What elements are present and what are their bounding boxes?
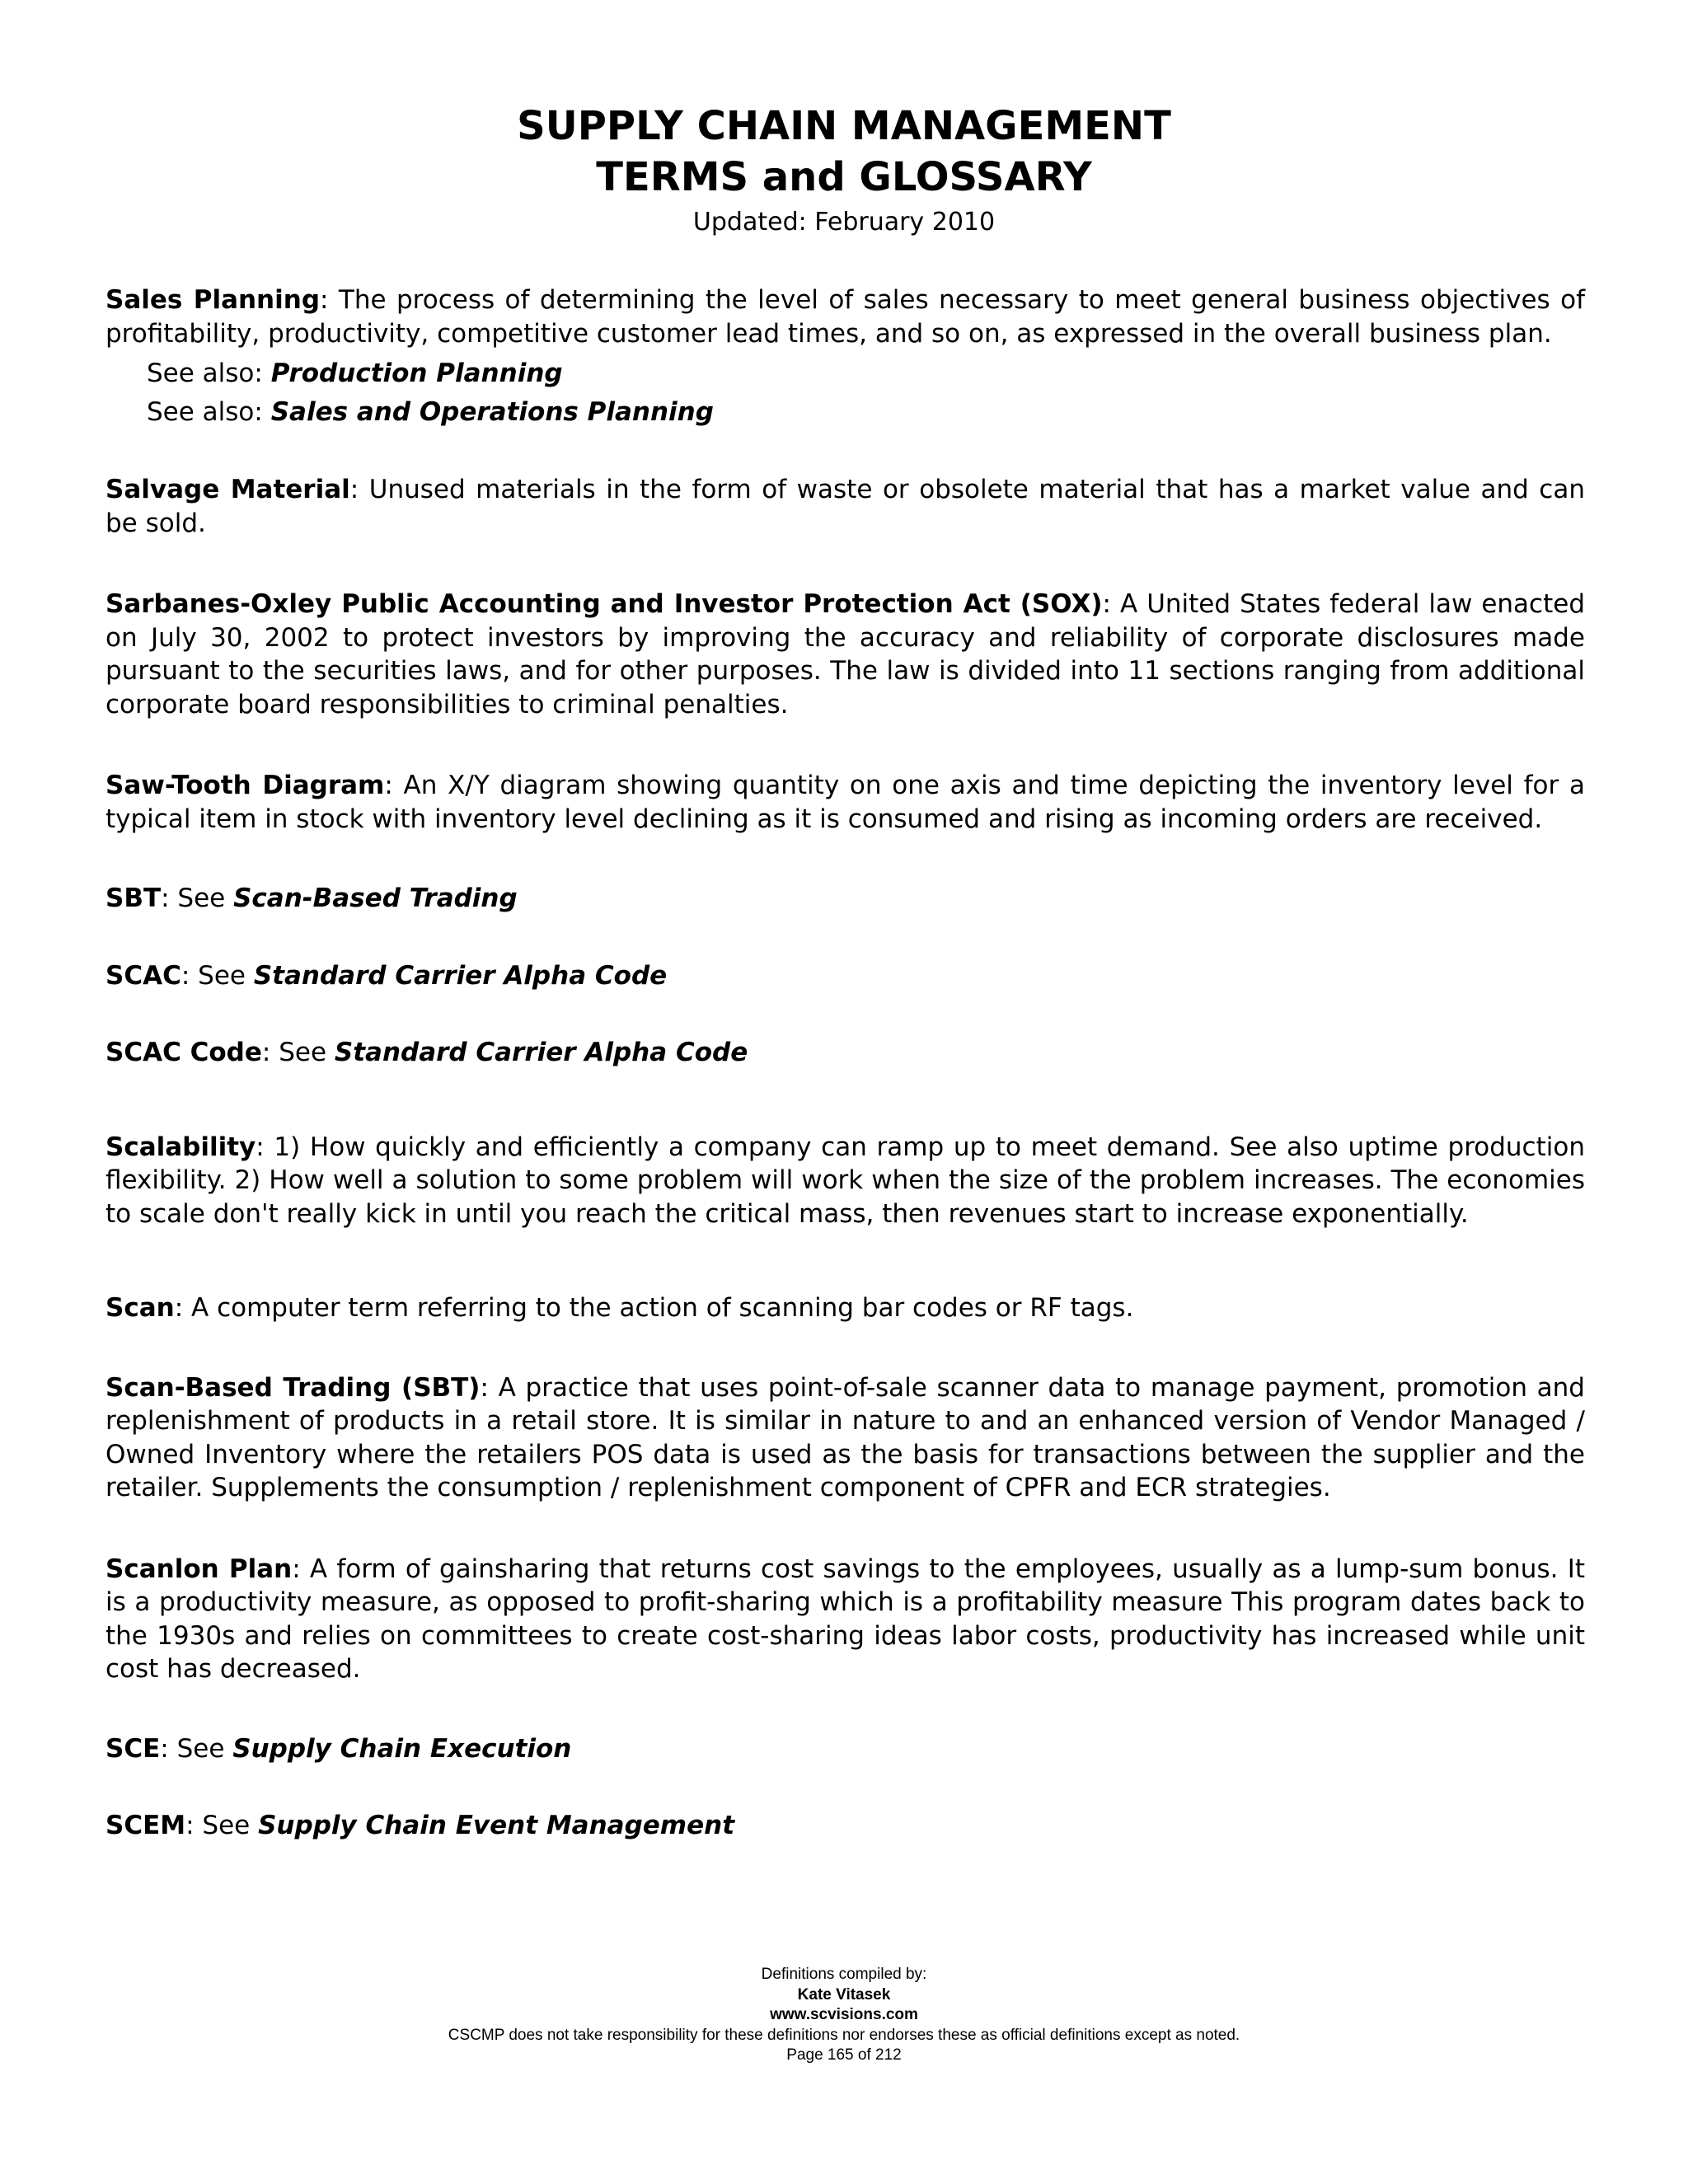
term: Salvage Material	[106, 475, 350, 504]
entry-scan-based-trading: Scan-Based Trading (SBT): A practice that uses point-of-sale scanner data to manage payment, promotion and replenishment of products in a retail store. It is similar in nature to and an enhanced version of Vendor Managed / Owned Inventory where the retailers POS data is used as the basis for transactions between the supplier and the retailer. Supplements the consumption / replenishment component of CPFR and ECR strategies.	[106, 1372, 1585, 1502]
entry-sarbanes-oxley: Sarbanes-Oxley Public Accounting and Investor Protection Act (SOX): A United States federal law enacted on July 30, 2002 to protect investors by improving the accuracy and reliability of corporate disclosures made pursuant to the securities laws, and for other purposes. The law is divided into 11 sections ranging from additional corporate board responsibilities to criminal penalties.	[106, 589, 1585, 719]
footer-author: Kate Vitasek	[797, 1985, 891, 2004]
term: Scan-Based Trading (SBT)	[106, 1372, 481, 1403]
see-label: See	[279, 1038, 335, 1067]
updated-date: Updated: February 2010	[692, 208, 996, 237]
definition: A practice that uses point-of-sale scanner data to manage payment, promotion and replenishment of products in a retail store. It is similar in nature to and an enhanced version of Vendor Managed / Owned Inventory where the retailers POS data is used as the basis for transactions between the supplier and the retailer. Supplements the consumption / replenishment component of CPFR and ECR strategies.	[106, 1372, 1585, 1502]
cross-reference-link[interactable]: Production Planning	[270, 359, 563, 388]
cross-reference-link[interactable]: Sales and Operations Planning	[270, 397, 714, 427]
see-label: See	[176, 1733, 233, 1764]
footer-page-number: Page 165 of 212	[786, 2046, 902, 2064]
see-label: See	[202, 1811, 259, 1840]
footer-disclaimer: CSCMP does not take responsibility for these definitions nor endorses these as official definitions except as noted.	[448, 2026, 1240, 2044]
entry-sce: SCE: See Supply Chain Execution	[106, 1733, 572, 1764]
definition: A computer term referring to the action of scanning bar codes or RF tags.	[191, 1293, 1134, 1323]
see-also-production-planning	[147, 357, 1585, 390]
entry-saw-tooth-diagram: Saw-Tooth Diagram: An X/Y diagram showing quantity on one axis and time depicting the inventory level for a typical item in stock with inventory level declining as it is consumed and rising as incoming orders are received.	[106, 771, 1585, 834]
cross-reference-link[interactable]: Supply Chain Execution	[232, 1733, 572, 1764]
cross-reference-link[interactable]: Supply Chain Event Management	[258, 1811, 735, 1840]
term: Sarbanes-Oxley Public Accounting and Investor Protection Act (SOX)	[106, 589, 1103, 619]
title-line-2: TERMS and GLOSSARY	[596, 154, 1092, 200]
document-header	[0, 101, 1688, 239]
entry-sales-planning: Sales Planning: The process of determining the level of sales necessary to meet general business objectives of profitability, productivity, competitive customer lead times, and so on, as expressed in the overall business plan.	[106, 285, 1585, 349]
definition: A form of gainsharing that returns cost savings to the employees, usually as a lump-sum bonus. It is a productivity measure, as opposed to profit-sharing which is a profitability measure This program dates back to the 1930s and relies on committees to create cost-sharing ideas labor costs, productivity has increased while unit cost has decreased.	[106, 1554, 1585, 1684]
entry-scem: SCEM: See Supply Chain Event Management	[106, 1811, 735, 1840]
term: SCAC Code	[106, 1038, 262, 1067]
term: SCEM	[106, 1811, 186, 1840]
see-also-sales-operations-planning	[147, 396, 1585, 429]
page-footer	[0, 1965, 1688, 2066]
definition: A United States federal law enacted on July 30, 2002 to protect investors by improving the accuracy and reliability of corporate disclosures made pursuant to the securities laws, and for other purposes. The law is divided into 11 sections ranging from additional corporate board responsibilities to criminal penalties.	[106, 589, 1585, 719]
entry-scan: Scan: A computer term referring to the action of scanning bar codes or RF tags.	[106, 1293, 1134, 1323]
definition: An X/Y diagram showing quantity on one axis and time depicting the inventory level for a typical item in stock with inventory level declining as it is consumed and rising as incoming orders are received.	[106, 771, 1585, 834]
cross-reference-link[interactable]: Standard Carrier Alpha Code	[334, 1038, 748, 1067]
definition: 1) How quickly and efficiently a company can ramp up to meet demand. See also uptime production flexibility. 2) How well a solution to some problem will work when the size of the problem increases. The economies to scale don't really kick in until you reach the critical mass, then revenues start to increase exponentially.	[106, 1132, 1585, 1229]
cross-reference-link[interactable]: Standard Carrier Alpha Code	[253, 960, 668, 991]
term: SCE	[106, 1733, 161, 1764]
see-label: See	[177, 883, 234, 913]
entry-scalability: Scalability: 1) How quickly and efficiently a company can ramp up to meet demand. See also uptime production flexibility. 2) How well a solution to some problem will work when the size of the problem increases. The economies to scale don't really kick in until you reach the critical mass, then revenues start to increase exponentially.	[106, 1132, 1585, 1229]
term: Saw-Tooth Diagram	[106, 771, 385, 800]
see-label: See	[198, 960, 254, 991]
title-line-1: SUPPLY CHAIN MANAGEMENT	[517, 103, 1171, 149]
entry-scanlon-plan: Scanlon Plan: A form of gainsharing that returns cost savings to the employees, usually as a lump-sum bonus. It is a productivity measure, as opposed to profit-sharing which is a profitability measure This program dates back to the 1930s and relies on committees to create cost-sharing ideas labor costs, productivity has increased while unit cost has decreased.	[106, 1554, 1585, 1684]
definition: The process of determining the level of sales necessary to meet general business objectives of profitability, productivity, competitive customer lead times, and so on, as expressed in the overall business plan.	[106, 285, 1585, 349]
term: SCAC	[106, 960, 181, 991]
entry-scac: SCAC: See Standard Carrier Alpha Code	[106, 960, 668, 991]
entry-scac-code: SCAC Code: See Standard Carrier Alpha Code	[106, 1038, 748, 1067]
cross-reference-link[interactable]: Scan-Based Trading	[233, 883, 518, 913]
entry-sbt: SBT: See Scan-Based Trading	[106, 883, 518, 913]
definition: Unused materials in the form of waste or obsolete material that has a market value and can be sold.	[106, 475, 1585, 538]
see-also-label: See also:	[147, 397, 271, 427]
term: Sales Planning	[106, 285, 321, 315]
term: Scan	[106, 1293, 175, 1323]
term: SBT	[106, 883, 162, 913]
footer-website-link[interactable]: www.scvisions.com	[770, 2006, 918, 2023]
entry-salvage-material: Salvage Material: Unused materials in the form of waste or obsolete material that has a market value and can be sold.	[106, 475, 1585, 538]
term: Scanlon Plan	[106, 1554, 293, 1584]
see-also-label: See also:	[147, 359, 271, 388]
glossary-entries	[106, 284, 1585, 1843]
footer-compiled-by: Definitions compiled by:	[761, 1966, 927, 1983]
term: Scalability	[106, 1132, 256, 1162]
